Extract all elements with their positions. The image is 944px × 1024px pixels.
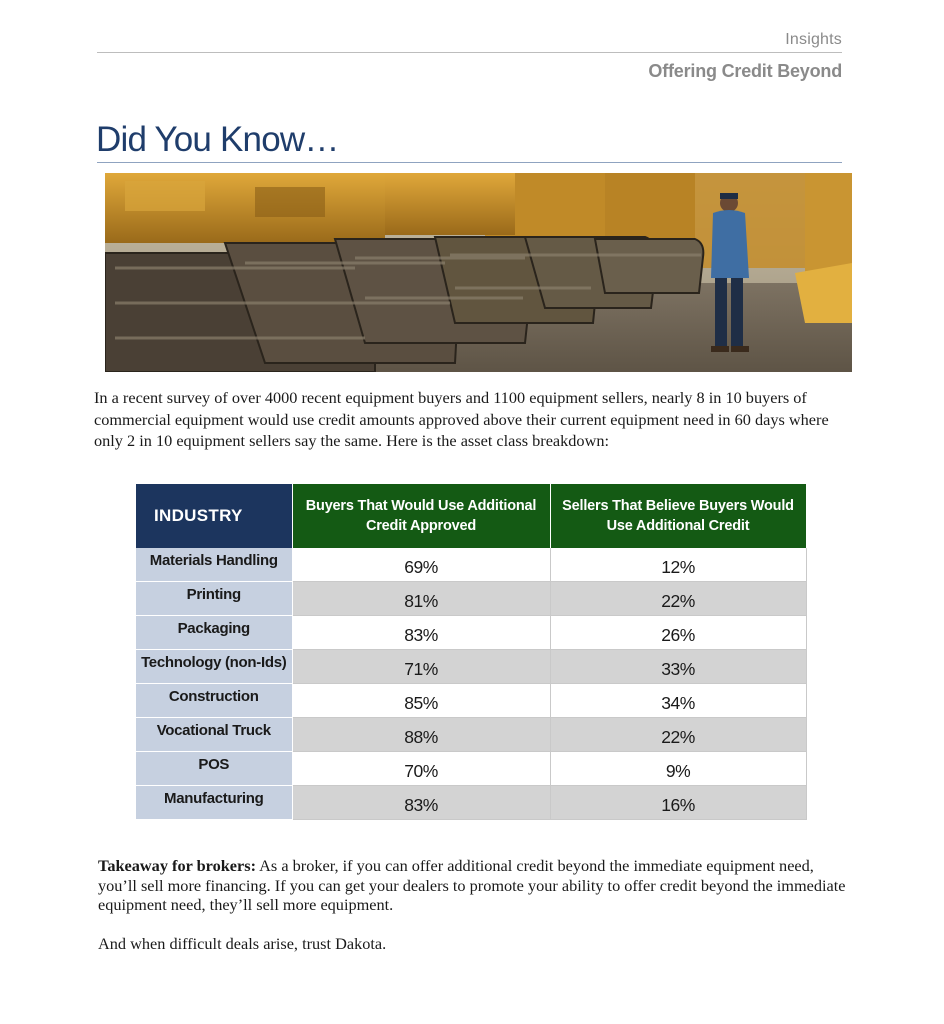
- sellers-cell: 9%: [550, 752, 806, 786]
- sellers-cell: 33%: [550, 650, 806, 684]
- sellers-cell: 34%: [550, 684, 806, 718]
- table-row: [136, 616, 806, 650]
- buyers-cell: 88%: [292, 718, 550, 752]
- table-row: [136, 786, 806, 820]
- table-row: [136, 548, 806, 582]
- headline-divider: [97, 162, 842, 163]
- buyers-cell: 71%: [292, 650, 550, 684]
- table-row: [136, 752, 806, 786]
- header-sellers: Sellers That Believe Buyers Would Use Additional Credit: [550, 484, 806, 548]
- industry-cell: Packaging: [136, 616, 292, 650]
- industry-cell: POS: [136, 752, 292, 786]
- intro-paragraph: In a recent survey of over 4000 recent equipment buyers and 1100 equipment sellers, nearly 8 in 10 buyers of commercial equipment would use credit amounts approved above their current equipment need in 60 days where only 2 in 10 equipment sellers say the same. Here is the asset class breakdown:: [94, 388, 829, 450]
- closing-line: And when difficult deals arise, trust Dakota.: [98, 934, 387, 953]
- header-buyers: Buyers That Would Use Additional Credit Approved: [292, 484, 550, 548]
- buyers-cell: 69%: [292, 548, 550, 582]
- sellers-cell: 22%: [550, 718, 806, 752]
- sellers-cell: 26%: [550, 616, 806, 650]
- industry-cell: Printing: [136, 582, 292, 616]
- header-industry: INDUSTRY: [136, 484, 292, 548]
- buyers-cell: 81%: [292, 582, 550, 616]
- photo-excavator-tracks-with-worker-icon: [105, 173, 852, 372]
- table-row: [136, 684, 806, 718]
- page-subtitle: Offering Credit Beyond: [648, 61, 842, 81]
- buyers-cell: 85%: [292, 684, 550, 718]
- takeaway-label: Takeaway for brokers:: [98, 856, 256, 875]
- industry-cell: Technology (non-Ids): [136, 650, 292, 684]
- sellers-cell: 12%: [550, 548, 806, 582]
- headline: Did You Know…: [96, 120, 339, 159]
- section-label: Insights: [785, 31, 842, 48]
- takeaway-text: As a broker, if you can offer additional credit beyond the immediate equipment need, you’ll sell more financing. If you can get your dealers to promote your ability to offer credit beyond the immediate equipment need, they’ll sell more equipment.: [98, 856, 846, 914]
- industry-cell: Construction: [136, 684, 292, 718]
- table-row: [136, 582, 806, 616]
- table-row: [136, 650, 806, 684]
- table-row: [136, 718, 806, 752]
- buyers-cell: 83%: [292, 786, 550, 820]
- hero-photo: [105, 173, 852, 372]
- industry-cell: Manufacturing: [136, 786, 292, 820]
- buyers-cell: 70%: [292, 752, 550, 786]
- sellers-cell: 16%: [550, 786, 806, 820]
- asset-class-table: [136, 484, 807, 820]
- industry-cell: Materials Handling: [136, 548, 292, 582]
- buyers-cell: 83%: [292, 616, 550, 650]
- takeaway-paragraph: [98, 856, 850, 915]
- table-header-row: [136, 484, 806, 548]
- industry-cell: Vocational Truck: [136, 718, 292, 752]
- header-divider: [97, 52, 842, 53]
- sellers-cell: 22%: [550, 582, 806, 616]
